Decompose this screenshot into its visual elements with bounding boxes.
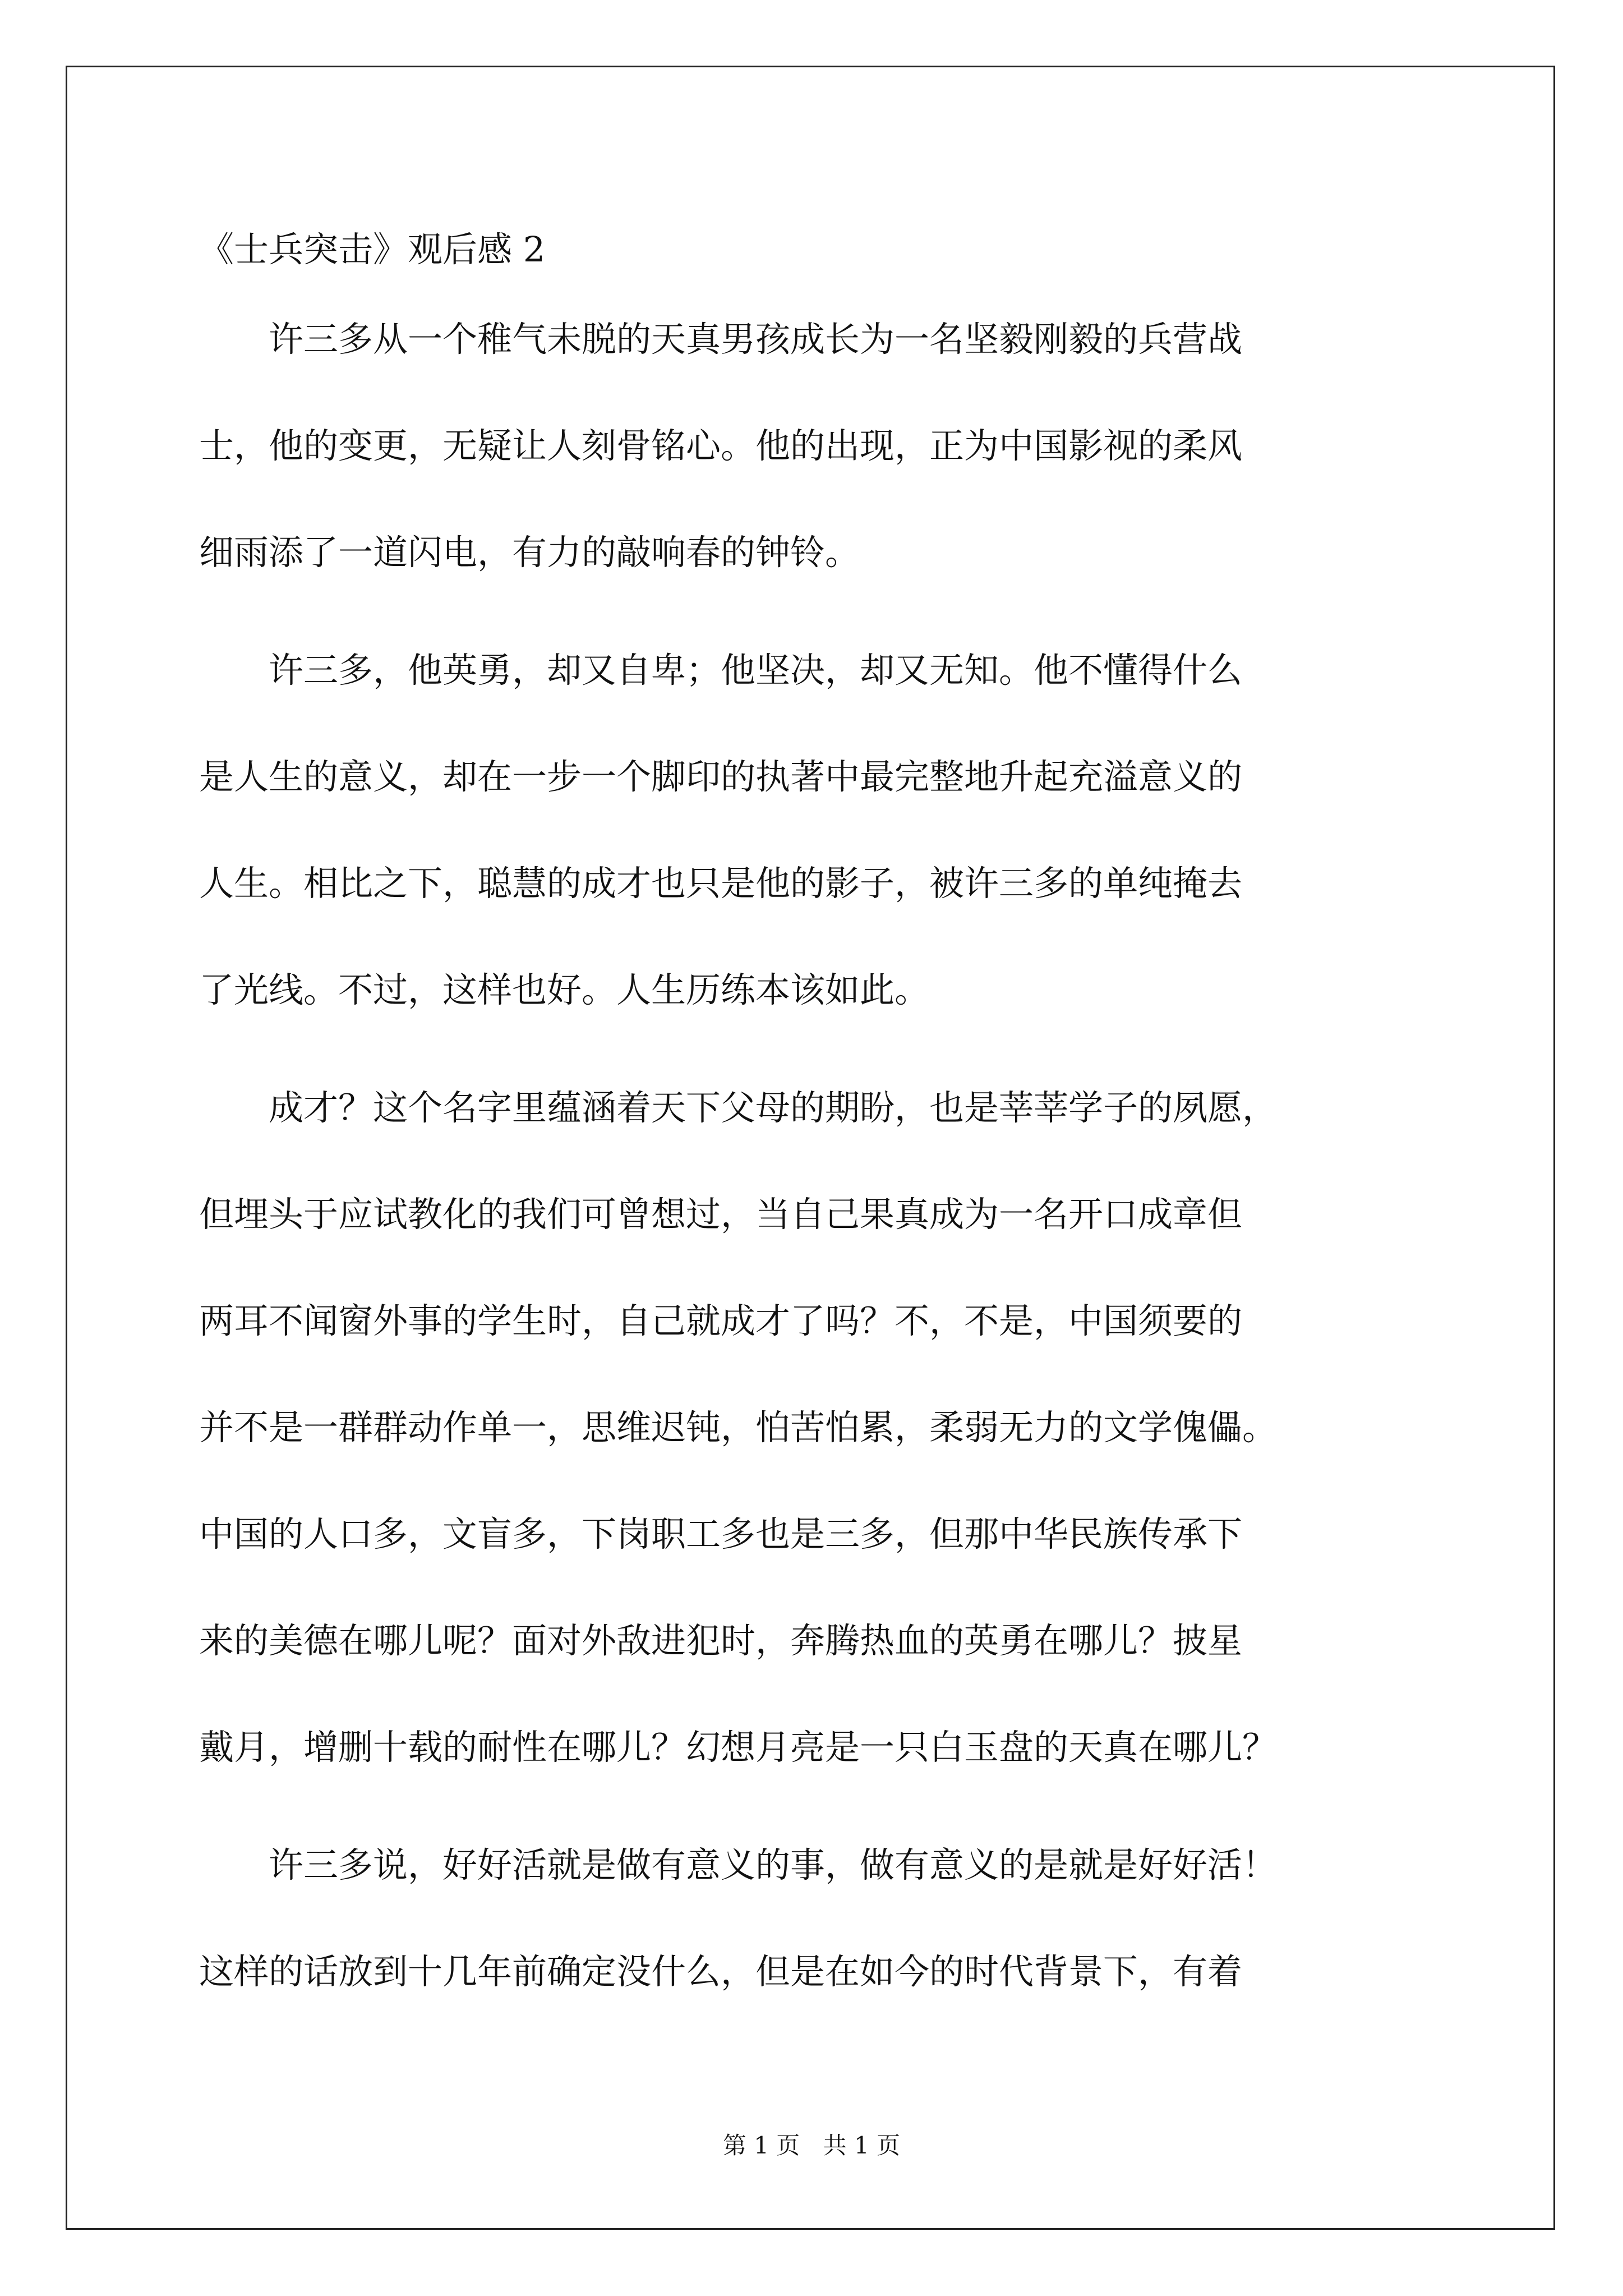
body-line-7: 了光线。不过，这样也好。人生历练本该如此。	[199, 969, 930, 1010]
page-number: 第 1 页	[722, 2132, 800, 2159]
page-border	[66, 66, 1555, 2230]
body-line-9: 但埋头于应试教化的我们可曾想过，当自己果真成为一名开口成章但	[199, 1194, 1243, 1235]
document-title: 《士兵突击》观后感 2	[199, 229, 546, 270]
body-line-10: 两耳不闻窗外事的学生时，自己就成才了吗？不，不是，中国须要的	[199, 1300, 1243, 1341]
body-line-16: 这样的话放到十几年前确定没什么，但是在如今的时代背景下，有着	[199, 1951, 1243, 1992]
page-total: 共 1 页	[823, 2132, 901, 2159]
body-line-13: 来的美德在哪儿呢？面对外敌进犯时，奔腾热血的英勇在哪儿？披星	[199, 1620, 1243, 1661]
body-line-3: 细雨添了一道闪电，有力的敲响春的钟铃。	[199, 532, 860, 573]
body-line-5: 是人生的意义，却在一步一个脚印的执著中最完整地升起充溢意义的	[199, 756, 1243, 797]
body-line-11: 并不是一群群动作单一，思维迟钝，怕苦怕累，柔弱无力的文学傀儡。	[199, 1407, 1278, 1448]
body-line-4: 许三多，他英勇，却又自卑；他坚决，却又无知。他不懂得什么	[199, 650, 1243, 691]
body-line-8: 成才？这个名字里蕴涵着天下父母的期盼，也是莘莘学子的夙愿，	[199, 1087, 1278, 1128]
body-line-1: 许三多从一个稚气未脱的天真男孩成长为一名坚毅刚毅的兵营战	[199, 319, 1243, 360]
body-line-2: 士，他的变更，无疑让人刻骨铭心。他的出现，正为中国影视的柔风	[199, 425, 1243, 466]
body-line-14: 戴月，增删十载的耐性在哪儿？幻想月亮是一只白玉盘的天真在哪儿？	[199, 1727, 1278, 1768]
page-footer	[0, 2129, 1623, 2162]
body-line-15: 许三多说，好好活就是做有意义的事，做有意义的是就是好好活！	[199, 1844, 1278, 1885]
body-line-12: 中国的人口多，文盲多，下岗职工多也是三多，但那中华民族传承下	[199, 1513, 1243, 1554]
body-line-6: 人生。相比之下，聪慧的成才也只是他的影子，被许三多的单纯掩去	[199, 863, 1243, 904]
